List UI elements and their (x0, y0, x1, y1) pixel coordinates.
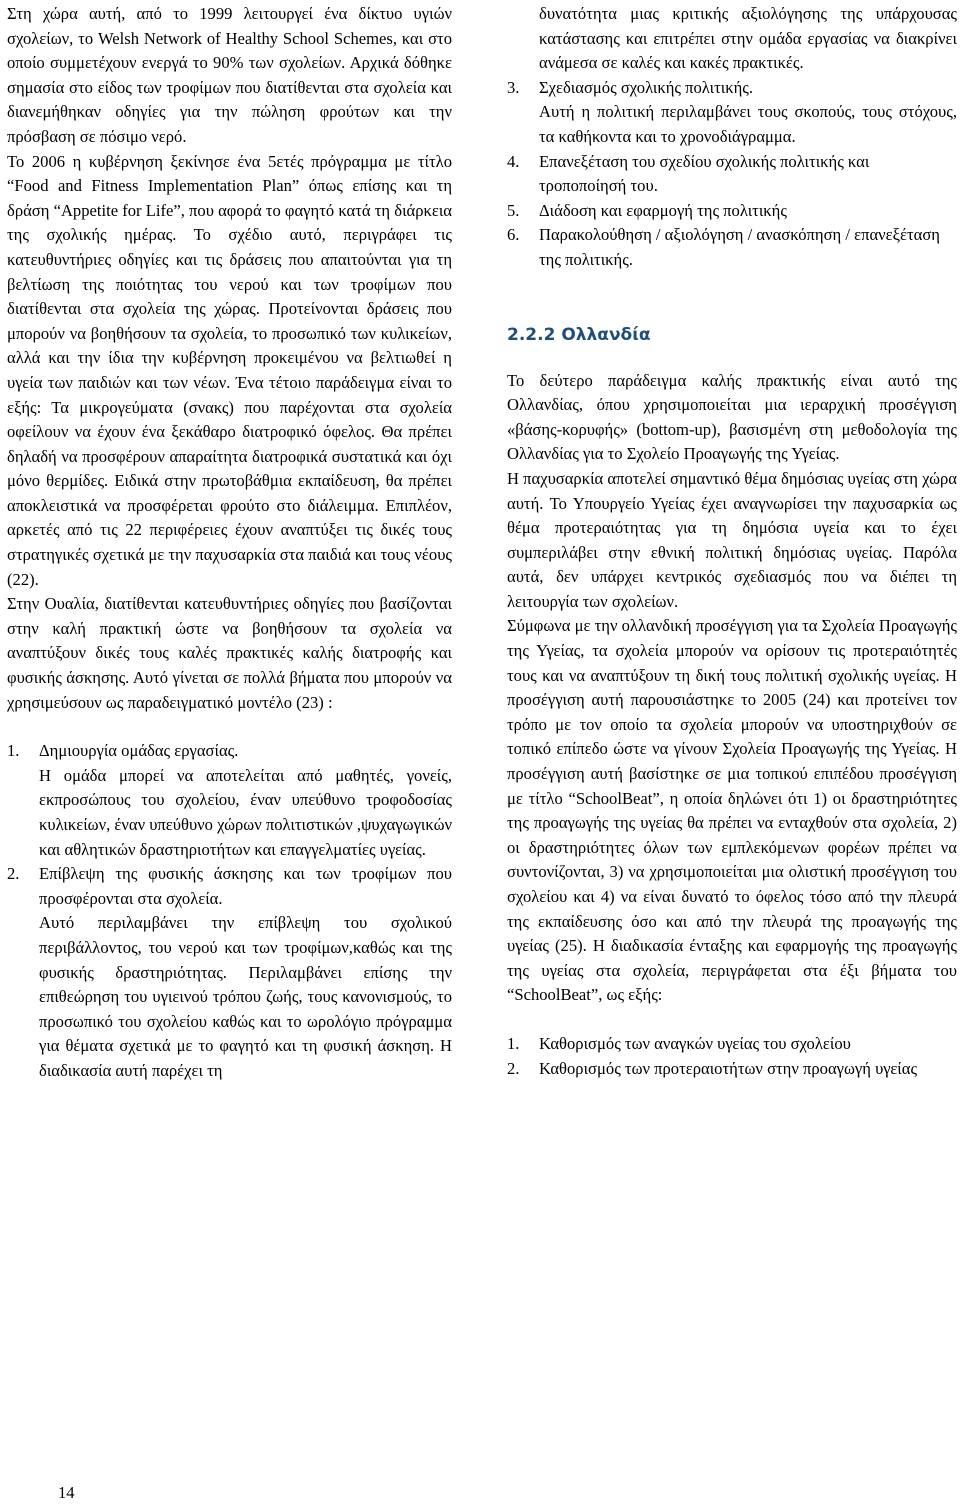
list-item-title: Καθορισμός των προτεραιοτήτων στην προαγωγή υγείας (539, 1058, 918, 1078)
schoolbeat-steps-list (507, 1032, 957, 1081)
list-item (507, 76, 957, 150)
list-item-number: 6. (507, 225, 520, 245)
continued-step-text (507, 2, 957, 76)
list-item-number: 2. (507, 1058, 520, 1078)
netherlands-paragraph: Η παχυσαρκία αποτελεί σημαντικό θέμα δημόσιας υγείας στη χώρα αυτή. Το Υπουργείο Υγείας έχει αναγνωρίσει την παχυσαρκία ως θέμα προτεραιότητας για τη δημόσια υγεία και το έχει συμπεριλάβει στην εθνική πολιτική δημόσιας υγείας. Παρόλα αυτά, δεν υπάρχει κεντρικός σχεδιασμός που να διέπει τη λειτουργία των σχολείων. (507, 468, 957, 611)
wales-paragraph: Στην Ουαλία, διατίθενται κατευθυντήριες οδηγίες που βασίζονται στην καλή πρακτική ώστε να βοηθήσουν τα σχολεία να αναπτύξουν δικές τους καλές πρακτικές καλής διατροφής και φυσικής άσκησης. Αυτό γίνεται σε πολλά βήματα που μπορούν να χρησιμεύσουν ως παραδειγματικό μοντέλο (23) : (7, 594, 452, 712)
left-column (7, 2, 452, 1084)
netherlands-paragraph: Το δεύτερο παράδειγμα καλής πρακτικής είναι αυτό της Ολλανδίας, όπου χρησιμοποιείται μια ιεραρχική προσέγγιση «βάσης-κορυφής» (bottom-up), βασισμένη στη μεθοδολογία της Ολλανδίας για το Σχολείο Προαγωγής της Υγείας. (507, 370, 957, 464)
list-item (507, 223, 957, 272)
list-item-number: 3. (507, 77, 520, 97)
list-item-text: Αυτή η πολιτική περιλαμβάνει τους σκοπούς, τους στόχους, τα καθήκοντα και το χρονοδιάγραμμα. (539, 102, 957, 146)
spacer (507, 1008, 957, 1032)
list-item (507, 199, 957, 224)
list-item-title: Καθορισμός των αναγκών υγείας του σχολείου (539, 1033, 851, 1053)
list-item-number: 2. (7, 864, 20, 884)
intro-paragraph: Στη χώρα αυτή, από το 1999 λειτουργεί ένα δίκτυο υγιών σχολείων, το Welsh Network of Healthy School Schemes, και στο οποίο συμμετέχουν ενεργά το 90% των σχολείων. Αρχικά δόθηκε σημασία στο είδος των τροφίμων που διατίθενται στα σχολεία και διανεμήθηκαν οδηγίες για την πώληση φρούτων και την πρόσβαση σε πόσιμο νερό. (7, 4, 452, 146)
list-item-text: Η ομάδα μπορεί να αποτελείται από μαθητές, γονείς, εκπροσώπους του σχολείου, έναν υπεύθυνο τροφοδοσίας κυλικείων, έναν υπεύθυνο χώρων πολιτιστικών ,ψυχαγωγικών και αθλητικών δραστηριοτήτων και επαγγελματίες υγείας. (39, 765, 453, 859)
right-column (507, 2, 957, 1081)
list-item-number: 4. (507, 151, 520, 171)
list-item (507, 1057, 957, 1082)
list-item (7, 862, 452, 1083)
list-item-title: Δημιουργία ομάδας εργασίας. (39, 741, 239, 761)
list-item-number: 1. (507, 1033, 520, 1053)
list-item (7, 739, 452, 862)
list-item (507, 1032, 957, 1057)
wales-steps-list-continued (507, 76, 957, 273)
list-item-title: Διάδοση και εφαρμογή της πολιτικής (539, 200, 787, 220)
list-item-number: 5. (507, 200, 520, 220)
list-item-title: Σχεδιασμός σχολικής πολιτικής. (539, 77, 754, 97)
page-number: 14 (58, 1483, 75, 1502)
list-item (507, 150, 957, 199)
continued-text: δυνατότητα μιας κριτικής αξιολόγησης της υπάρχουσας κατάστασης και επιτρέπει στην ομάδα εργασίας να διακρίνει ανάμεσα σε καλές και κακές πρακτικές. (539, 4, 957, 73)
list-item-title: Επίβλεψη της φυσικής άσκησης και των τροφίμων που προσφέρονται στα σχολεία. (39, 864, 452, 908)
plan-paragraph: Το 2006 η κυβέρνηση ξεκίνησε ένα 5ετές πρόγραμμα με τίτλο “Food and Fitness Implementation Plan” όπως επίσης και τη δράση “Appetite for Life”, που αφορά το φαγητό κατά τη διάρκεια της σχολικής ημέρας. Το σχέδιο αυτό, περιγράφει τις κατευθυντήριες οδηγίες και τις δράσεις που απαιτούνται για τη βελτίωση της ποιότητας του νερού και των τροφίμων που διατίθενται στα σχολεία της χώρας. Προτείνονται δράσεις που μπορούν να βοηθήσουν τα σχολεία, το προσωπικό των κυλικείων, αλλά και την ίδια την κυβέρνηση προκειμένου να βελτιωθεί η υγεία των παιδιών και των νέων. Ένα τέτοιο παράδειγμα είναι το εξής: Τα μικρογεύματα (σνακς) που παρέχονται στα σχολεία οφείλουν να έχουν ένα ξεκάθαρο διατροφικό όφελος. Θα πρέπει δηλαδή να προσφέρουν απαραίτητα διατροφικά συστατικά και όχι μόνο θερμίδες. Ειδικά στην πρωτοβάθμια εκπαίδευση, θα πρέπει αποκλειστικά να προσφέρεται φρούτο στο διάλειμμα. Επιπλέον, αρκετές από τις 22 περιφέρειες έχουν αναπτύξει τις δικές τους στρατηγικές σχετικά με την παχυσαρκία στα παιδιά και τους νέους (22). (7, 151, 452, 589)
spacer (507, 273, 957, 323)
section-heading: 2.2.2 Ολλανδία (507, 324, 651, 345)
netherlands-paragraph: Σύμφωνα με την ολλανδική προσέγγιση για τα Σχολεία Προαγωγής της Υγείας, τα σχολεία μπορούν να ορίσουν τις προτεραιότητές τους και να αναπτύξουν τη δική τους πολιτική σχολικής υγείας. Η προσέγγιση αυτή παρουσιάστηκε το 2005 (24) και προτείνει τον τρόπο με τον οποίο τα σχολεία μπορούν να υποστηριχθούν σε τοπικό επίπεδο ώστε να γίνουν Σχολεία Προαγωγής της Υγείας. Η προσέγγιση αυτή βασίστηκε σε μια τοπικού επιπέδου προσέγγιση με τίτλο “SchoolBeat”, η οποία δηλώνει ότι 1) οι δραστηριότητες της προαγωγής της υγείας θα πρέπει να ενταχθούν στα σχολεία, 2) οι δραστηριότητες όλων των εμπλεκόμενων φορέων πρέπει να συντονίζονται, 3) να χρησιμοποιείται μια ολιστική προσέγγιση του σχολείου και 4) να είναι δυνατό το όφελος τόσο από την πλευρά της εκπαίδευσης όσο και από την πλευρά της προαγωγής της υγείας (25). Η διαδικασία ένταξης και εφαρμογής της προαγωγής της υγείας στα σχολεία, περιγράφεται στα έξι βήματα του “SchoolBeat”, ως εξής: (507, 616, 957, 1005)
list-item-title: Παρακολούθηση / αξιολόγηση / ανασκόπηση / επανεξέταση της πολιτικής. (539, 225, 940, 269)
spacer (7, 715, 452, 739)
wales-steps-list (7, 739, 452, 1083)
list-item-number: 1. (7, 741, 20, 761)
list-item-title: Επανεξέταση του σχεδίου σχολικής πολιτικής και τροποποίησή του. (539, 151, 870, 196)
list-item-text: Αυτό περιλαμβάνει την επίβλεψη του σχολικού περιβάλλοντος, του νερού και των τροφίμων,καθώς και της φυσικής δραστηριότητας. Περιλαμβάνει επίσης την επιθεώρηση του υγιεινού τρόπου ζωής, τους κανονισμούς, το προσωπικό του σχολείου καθώς και το ωρολόγιο πρόγραμμα για θέματα σχετικά με το φαγητό και τη φυσική άσκηση. Η διαδικασία αυτή παρέχει τη (39, 913, 452, 1080)
